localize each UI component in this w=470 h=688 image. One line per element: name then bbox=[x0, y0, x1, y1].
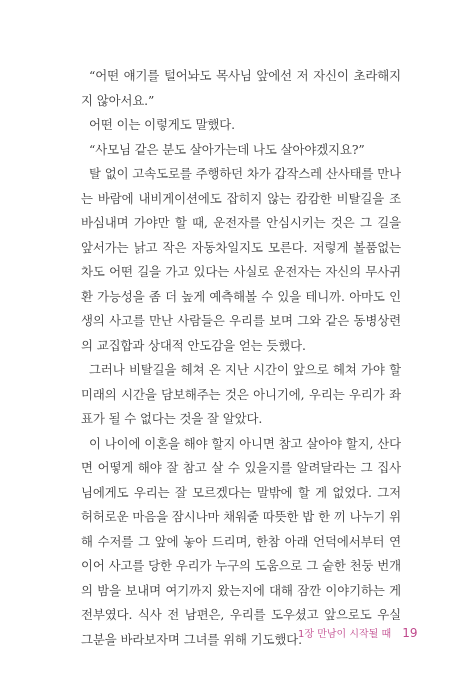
page-footer bbox=[298, 622, 418, 641]
paragraph-divorce-question: 이 나이에 이혼을 해야 할지 아니면 참고 살아야 할지, 산다면 어떻게 해야 잘 참고 살 수 있을지를 알려달라는 그 집사님에게도 우리는 잘 모르겠다는 말밖에 할 게 없었다. 그저 허허로운 마음을 잠시나마 채워줄 따뜻한 밥 한 끼 나누기 위해 수저를 그 앞에 놓아 드리며, 한참 아래 언덕에서부터 연이어 사고를 당한 우리가 누구의 도움으로 그 숱한 천둥 번개의 밤을 보내며 여기까지 왔는지에 대해 잠깐 이야기하는 게 전부였다. 식사 전 남편은, 우리를 도우셨고 앞으로도 우실 그분을 바라보자며 그녀를 위해 기도했다. bbox=[81, 435, 401, 647]
body-text bbox=[81, 64, 401, 652]
paragraph-highway-metaphor: 탈 없이 고속도로를 주행하던 차가 갑작스레 산사태를 만나는 바람에 내비게이션에도 잡히지 않는 캄캄한 비탈길을 조바심내며 가야만 할 때, 운전자를 안심시키는 것은 그 길을 앞서가는 낡고 작은 자동차일지도 모른다. 저렇게 볼품없는 차도 어떤 길을 가고 있다는 사실로 운전자는 자신의 무사귀환 가능성을 좀 더 높게 예측해볼 수 있을 테니까. 아마도 인생의 사고를 만난 사람들은 우리를 보며 그와 같은 동병상련의 교집합과 상대적 안도감을 얻는 듯했다. bbox=[81, 166, 401, 353]
chapter-title: 1장 만남이 시작될 때 bbox=[298, 629, 392, 640]
paragraph-someone-said: 어떤 이는 이렇게도 말했다. bbox=[89, 117, 235, 132]
paragraph-quote-pastor: “어떤 얘기를 털어놔도 목사님 앞에선 저 자신이 초라해지지 않아서요.” bbox=[81, 68, 401, 108]
paragraph-coordinates: 그러나 비탈길을 헤쳐 온 지난 시간이 앞으로 헤쳐 가야 할 미래의 시간을 담보해주는 것은 아니기에, 우리는 우리가 좌표가 될 수 없다는 것을 잘 알았다. bbox=[81, 362, 401, 426]
paragraph-quote-wife: “사모님 같은 분도 살아가는데 나도 살아야겠지요?” bbox=[89, 141, 365, 157]
page-number: 19 bbox=[402, 626, 418, 640]
